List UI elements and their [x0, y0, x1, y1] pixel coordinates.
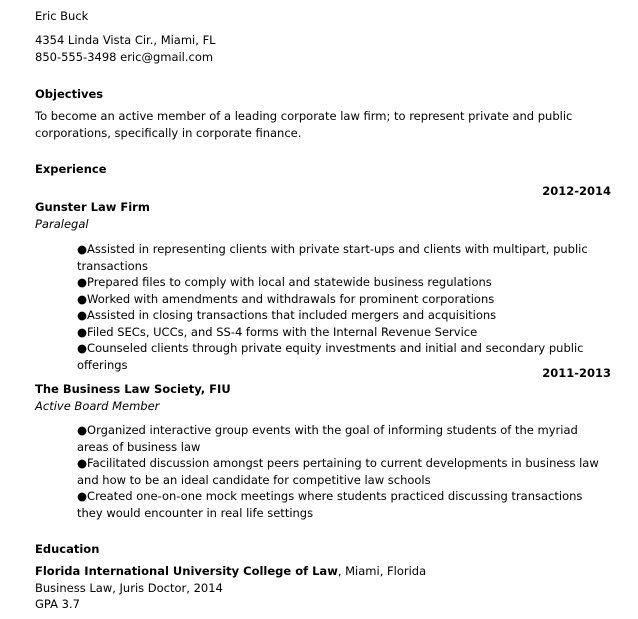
job-organization: Gunster Law Firm [35, 200, 150, 214]
job-organization: The Business Law Society, FIU [35, 382, 231, 396]
education-school-line [35, 563, 426, 580]
school-name: Florida International University College of Law [35, 564, 338, 578]
experience-heading: Experience [35, 162, 107, 176]
job-dates: 2011-2013 [542, 366, 611, 380]
list-item: ●Assisted in representing clients with private start-ups and clients with multipart, public transactions [77, 242, 588, 273]
list-item: ●Filed SECs, UCCs, and SS-4 forms with the Internal Revenue Service [77, 324, 478, 339]
objectives-heading: Objectives [35, 87, 104, 101]
objectives-text: To become an active member of a leading corporate law firm; to represent private and public corporations, specifically in corporate finance. [35, 109, 573, 140]
job-role: Active Board Member [35, 399, 160, 413]
degree: Business Law, Juris Doctor, 2014 [35, 581, 223, 595]
job-bullet-list [77, 241, 607, 373]
list-item: ●Assisted in closing transactions that included mergers and acquisitions [77, 308, 497, 322]
name: Eric Buck [35, 9, 89, 23]
job-dates: 2012-2014 [542, 184, 611, 198]
job-role: Paralegal [35, 217, 89, 231]
address: 4354 Linda Vista Cir., Miami, FL [35, 33, 216, 47]
school-location: , Miami, Florida [337, 564, 427, 578]
job-bullet-list [77, 422, 607, 521]
list-item: ●Worked with amendments and withdrawals for prominent corporations [77, 291, 495, 306]
list-item: ●Prepared files to comply with local and statewide business regulations [77, 275, 492, 289]
list-item: ●Counseled clients through private equity investments and initial and secondary public offerings [77, 341, 584, 372]
gpa: GPA 3.7 [35, 597, 80, 611]
contact-line: 850-555-3498 eric@gmail.com [35, 50, 214, 64]
list-item: ●Organized interactive group events with the goal of informing students of the myriad areas of business law [77, 423, 578, 454]
list-item: ●Created one-on-one mock meetings where students practiced discussing transactions they would encounter in real life settings [77, 489, 583, 520]
list-item: ●Facilitated discussion amongst peers pertaining to current developments in business law and how to be an ideal candidate for competitive law schools [77, 456, 599, 487]
education-heading: Education [35, 542, 100, 556]
